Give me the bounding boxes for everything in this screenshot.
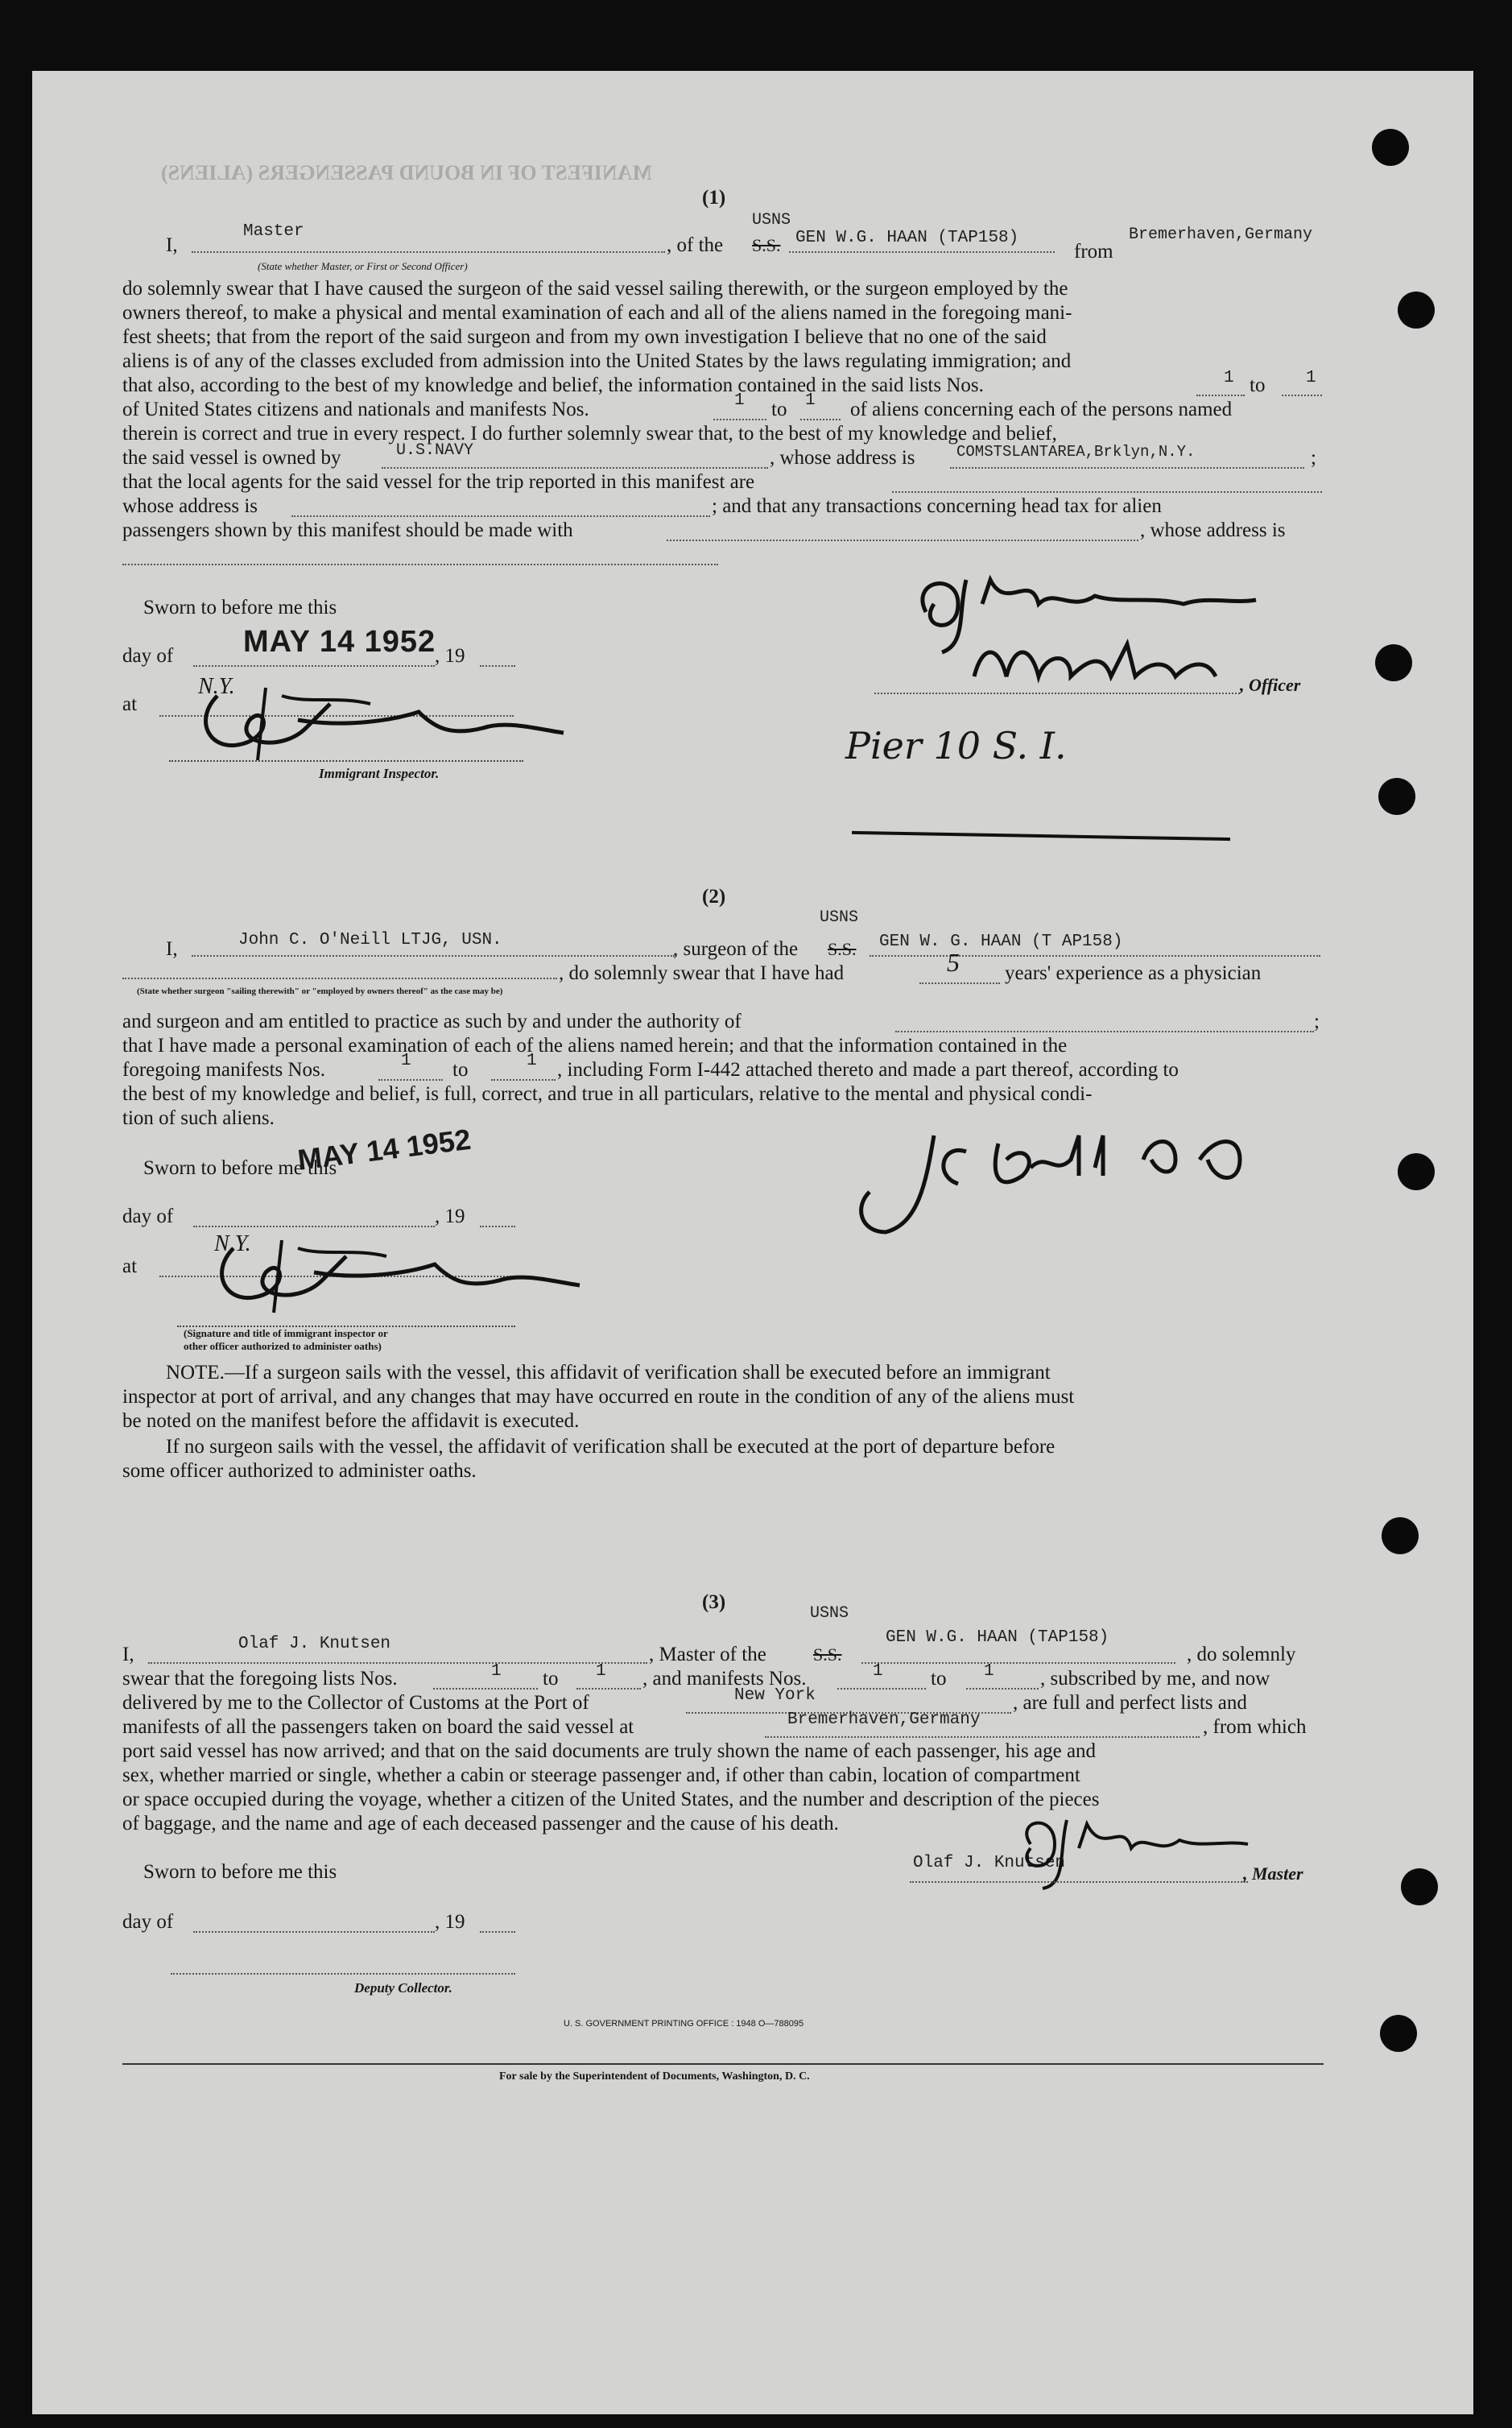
semicolon: ; — [1311, 447, 1316, 469]
oath-line: that the local agents for the said vessel for the trip reported in this manifest are — [122, 471, 755, 493]
do-solemnly: , do solemnly — [1187, 1644, 1296, 1665]
manifests-line — [800, 419, 841, 420]
oath-line: delivered by me to the Collector of Customs at the Port of — [122, 1692, 589, 1714]
vessel-prefix-struck: S.S. — [752, 235, 781, 255]
binder-hole — [1401, 1868, 1438, 1905]
binder-hole — [1372, 129, 1409, 166]
to-label: to — [771, 399, 787, 420]
binder-hole — [1378, 778, 1415, 815]
master-title-handwritten — [966, 628, 1256, 693]
year-line — [480, 665, 515, 667]
manifests-from: 1 — [734, 391, 745, 410]
day-of-label: day of — [122, 1206, 174, 1227]
surgeon-of-label: , surgeon of the — [673, 938, 799, 960]
vessel-line — [861, 1662, 1175, 1664]
master-of-label: , Master of the — [649, 1644, 766, 1665]
note-line: some officer authorized to administer oaths. — [122, 1460, 477, 1482]
manifests-line — [491, 1079, 556, 1081]
port-from-line — [765, 1736, 1200, 1738]
sworn-label: Sworn to before me this — [143, 597, 337, 618]
to-label: to — [931, 1668, 947, 1690]
years-value: 5 — [947, 948, 960, 977]
nineteen: , 19 — [435, 1206, 465, 1227]
head-tax-address-line — [122, 564, 718, 565]
vessel-name: GEN W. G. HAAN (T AP158) — [879, 933, 1123, 951]
to-label: to — [543, 1668, 559, 1690]
binder-hole — [1398, 292, 1435, 329]
agents-address-line — [291, 515, 710, 517]
at-label: at — [122, 693, 138, 715]
binder-hole — [1380, 2015, 1417, 2052]
vessel-prefix-struck: S.S. — [828, 939, 857, 959]
manifests-to: 1 — [805, 391, 816, 410]
day-of-label: day of — [122, 1911, 174, 1933]
full-perfect: , are full and perfect lists and — [1013, 1692, 1247, 1714]
place-abbrev: N.Y. — [214, 1231, 251, 1256]
owner-line — [382, 467, 768, 469]
binder-hole — [1398, 1153, 1435, 1190]
note-line: NOTE.—If a surgeon sails with the vessel, this affidavit of verification shall be executed before an immigrant — [166, 1362, 1051, 1384]
lists-line — [576, 1688, 641, 1690]
oath-line: do solemnly swear that I have caused the surgeon of the said vessel sailing therewith, or the surgeon employed by the — [122, 278, 1068, 300]
vessel-prefix-added: USNS — [752, 211, 791, 230]
to-label: to — [452, 1059, 469, 1081]
surgeon-name-line — [192, 955, 675, 957]
oath-line: owners thereof, to make a physical and mental examination of each and all of the aliens named in the foregoing mani- — [122, 302, 1072, 324]
of-the-label: , of the — [667, 234, 724, 256]
deputy-label: Deputy Collector. — [354, 1980, 452, 1996]
note-line: be noted on the manifest before the affidavit is executed. — [122, 1410, 580, 1432]
oath-line: the best of my knowledge and belief, is full, correct, and true in all particulars, relative to the mental and physical condi- — [122, 1083, 1093, 1105]
lists-from: 1 — [491, 1662, 502, 1681]
section-number: (1) — [702, 187, 726, 209]
surgeon-hint: (State whether surgeon "sailing therewith" or "employed by owners thereof" as the case may be) — [137, 987, 503, 996]
note-line: If no surgeon sails with the vessel, the affidavit of verification shall be executed at the port of departure before — [166, 1436, 1056, 1458]
oath-line: aliens is of any of the classes excluded from admission into the United States by the laws regulating immigration; and — [122, 350, 1072, 372]
oath-line: of aliens concerning each of the persons named — [850, 399, 1233, 420]
years-text: years' experience as a physician — [1005, 962, 1262, 984]
officer-value: Master — [243, 222, 304, 241]
oath-line: of United States citizens and nationals and manifests Nos. — [122, 399, 589, 420]
day-of-label: day of — [122, 645, 174, 667]
master-signature-line — [910, 1881, 1248, 1883]
from-which: , from which — [1203, 1716, 1307, 1738]
oath-line: , whose address is — [1140, 519, 1286, 541]
oath-line: ; and that any transactions concerning head tax for alien — [712, 495, 1162, 517]
oath-line: passengers shown by this manifest should be made with — [122, 519, 573, 541]
section-number: (2) — [702, 886, 726, 908]
oath-line: swear that the foregoing lists Nos. — [122, 1668, 398, 1690]
manifests-to: 1 — [527, 1052, 537, 1070]
vessel-line — [870, 955, 1320, 957]
date-stamp: MAY 14 1952 — [243, 625, 436, 659]
sworn-label: Sworn to before me this — [143, 1861, 337, 1883]
oath-line: that I have made a personal examination of each of the aliens named herein; and that the information contained in the — [122, 1035, 1068, 1057]
typed-signature: Olaf J. Knutsen — [913, 1854, 1066, 1872]
binder-hole — [1382, 1517, 1419, 1554]
head-tax-line — [667, 540, 1138, 541]
sig-caption: other officer authorized to administer oaths) — [184, 1340, 382, 1352]
oath-line: therein is correct and true in every respect. I do further solemnly swear that, to the best of my knowledge and belief, — [122, 423, 1057, 445]
surgeon-name: John C. O'Neill LTJG, USN. — [238, 931, 502, 949]
officer-label: , Officer — [1240, 675, 1301, 695]
manifests-to: 1 — [984, 1662, 994, 1681]
oath-line: manifests of all the passengers taken on board the said vessel at — [122, 1716, 634, 1738]
oath-line: the said vessel is owned by — [122, 447, 341, 469]
master-label: , Master — [1243, 1863, 1303, 1884]
from-label: from — [1074, 241, 1113, 263]
manifests-line — [713, 419, 766, 420]
sworn-label: Sworn to before me this — [143, 1157, 337, 1179]
gpo-imprint: U. S. GOVERNMENT PRINTING OFFICE : 1948 O—788095 — [564, 2019, 804, 2029]
lists-from: 1 — [1224, 369, 1234, 387]
manifests-from: 1 — [873, 1662, 883, 1681]
i-label: I, — [166, 234, 178, 256]
officer-line — [192, 251, 665, 253]
oath-line: whose address is — [122, 495, 258, 517]
officer-signature-line — [874, 693, 1240, 694]
lists-to: 1 — [1306, 369, 1316, 387]
vessel-prefix-added: USNS — [810, 1604, 849, 1623]
deputy-line — [171, 1973, 515, 1975]
to-label: to — [1250, 374, 1266, 396]
master-name: Olaf J. Knutsen — [238, 1635, 391, 1653]
oath-line: that also, according to the best of my knowledge and belief, the information contained in the said lists Nos. — [122, 374, 984, 396]
inspector-signature — [177, 1224, 596, 1329]
vessel-line — [789, 251, 1055, 253]
oath-line: sex, whether married or single, whether a cabin or steerage passenger and, if other than cabin, location of compartment — [122, 1764, 1080, 1786]
vessel-prefix-added: USNS — [820, 908, 859, 927]
oath-line: port said vessel has now arrived; and that on the said documents are truly shown the name of each passenger, his age and — [122, 1740, 1097, 1762]
i-label: I, — [122, 1644, 134, 1665]
lists-line — [1196, 395, 1245, 396]
manifests-line — [837, 1688, 926, 1690]
lists-line — [1282, 395, 1322, 396]
day-line — [193, 665, 435, 667]
port-from: Bremerhaven,Germany — [787, 1710, 981, 1729]
section-number: (3) — [702, 1591, 726, 1613]
pier-note: Pier 10 S. I. — [845, 724, 1067, 767]
lists-line — [433, 1688, 538, 1690]
i-label: I, — [166, 938, 178, 960]
nineteen: , 19 — [435, 645, 465, 667]
master-name-line — [148, 1662, 647, 1664]
surgeon-signature — [837, 1111, 1353, 1248]
nineteen: , 19 — [435, 1911, 465, 1933]
vessel-name: GEN W.G. HAAN (TAP158) — [795, 229, 1019, 247]
owner-address-line — [950, 467, 1304, 469]
agents-line — [892, 491, 1322, 493]
manifests-line — [966, 1688, 1039, 1690]
vessel-name: GEN W.G. HAAN (TAP158) — [886, 1628, 1109, 1647]
port: New York — [734, 1686, 816, 1705]
owner: U.S.NAVY — [396, 441, 474, 460]
inspector-signature — [161, 672, 580, 776]
swear-text: , do solemnly swear that I have had — [559, 962, 845, 984]
form-text: , including Form I-442 attached thereto and made a part thereof, according to — [557, 1059, 1179, 1081]
note-line: inspector at port of arrival, and any changes that may have occurred en route in the condition of any of the aliens must — [122, 1386, 1075, 1408]
years-line — [919, 982, 1000, 984]
day-line — [193, 1931, 435, 1933]
place-abbrev: N.Y. — [198, 674, 235, 699]
owner-address: COMSTSLANTAREA,Brklyn,N.Y. — [956, 443, 1196, 461]
oath-line: of baggage, and the name and age of each deceased passenger and the cause of his death. — [122, 1813, 839, 1834]
whose-address-label: , whose address is — [770, 447, 915, 469]
oath-line: foregoing manifests Nos. — [122, 1059, 326, 1081]
ghost-header: MANIFEST OF IN BOUND PASSENGERS (ALIENS) — [161, 161, 652, 184]
port-from: Bremerhaven,Germany — [1129, 225, 1313, 244]
sig-caption: (Signature and title of immigrant inspector or — [184, 1327, 388, 1339]
at-label: at — [122, 1255, 138, 1277]
semicolon: ; — [1314, 1011, 1320, 1032]
oath-line: fest sheets; that from the report of the said surgeon and from my own investigation I believe that no one of the said — [122, 326, 1047, 348]
vessel-prefix-struck: S.S. — [813, 1644, 842, 1665]
subscribed: , subscribed by me, and now — [1040, 1668, 1270, 1690]
master-signature — [1006, 1812, 1264, 1892]
sale-note: For sale by the Superintendent of Documents, Washington, D. C. — [499, 2070, 810, 2083]
inspector-label: Immigrant Inspector. — [319, 766, 440, 781]
manifests-from: 1 — [401, 1052, 411, 1070]
oath-line: and surgeon and am entitled to practice as such by and under the authority of — [122, 1011, 742, 1032]
date-stamp: MAY 14 1952 — [295, 1122, 473, 1177]
lists-to: 1 — [596, 1662, 606, 1681]
binder-hole — [1375, 644, 1412, 681]
officer-hint: (State whether Master, or First or Second Officer) — [258, 260, 468, 272]
and-manifests: , and manifests Nos. — [642, 1668, 807, 1690]
manifests-line — [378, 1079, 443, 1081]
oath-line: tion of such aliens. — [122, 1107, 275, 1129]
oath-line: or space occupied during the voyage, whether a citizen of the United States, and the number and description of the pieces — [122, 1789, 1100, 1810]
authority-line — [895, 1031, 1314, 1032]
year-line — [480, 1931, 515, 1933]
